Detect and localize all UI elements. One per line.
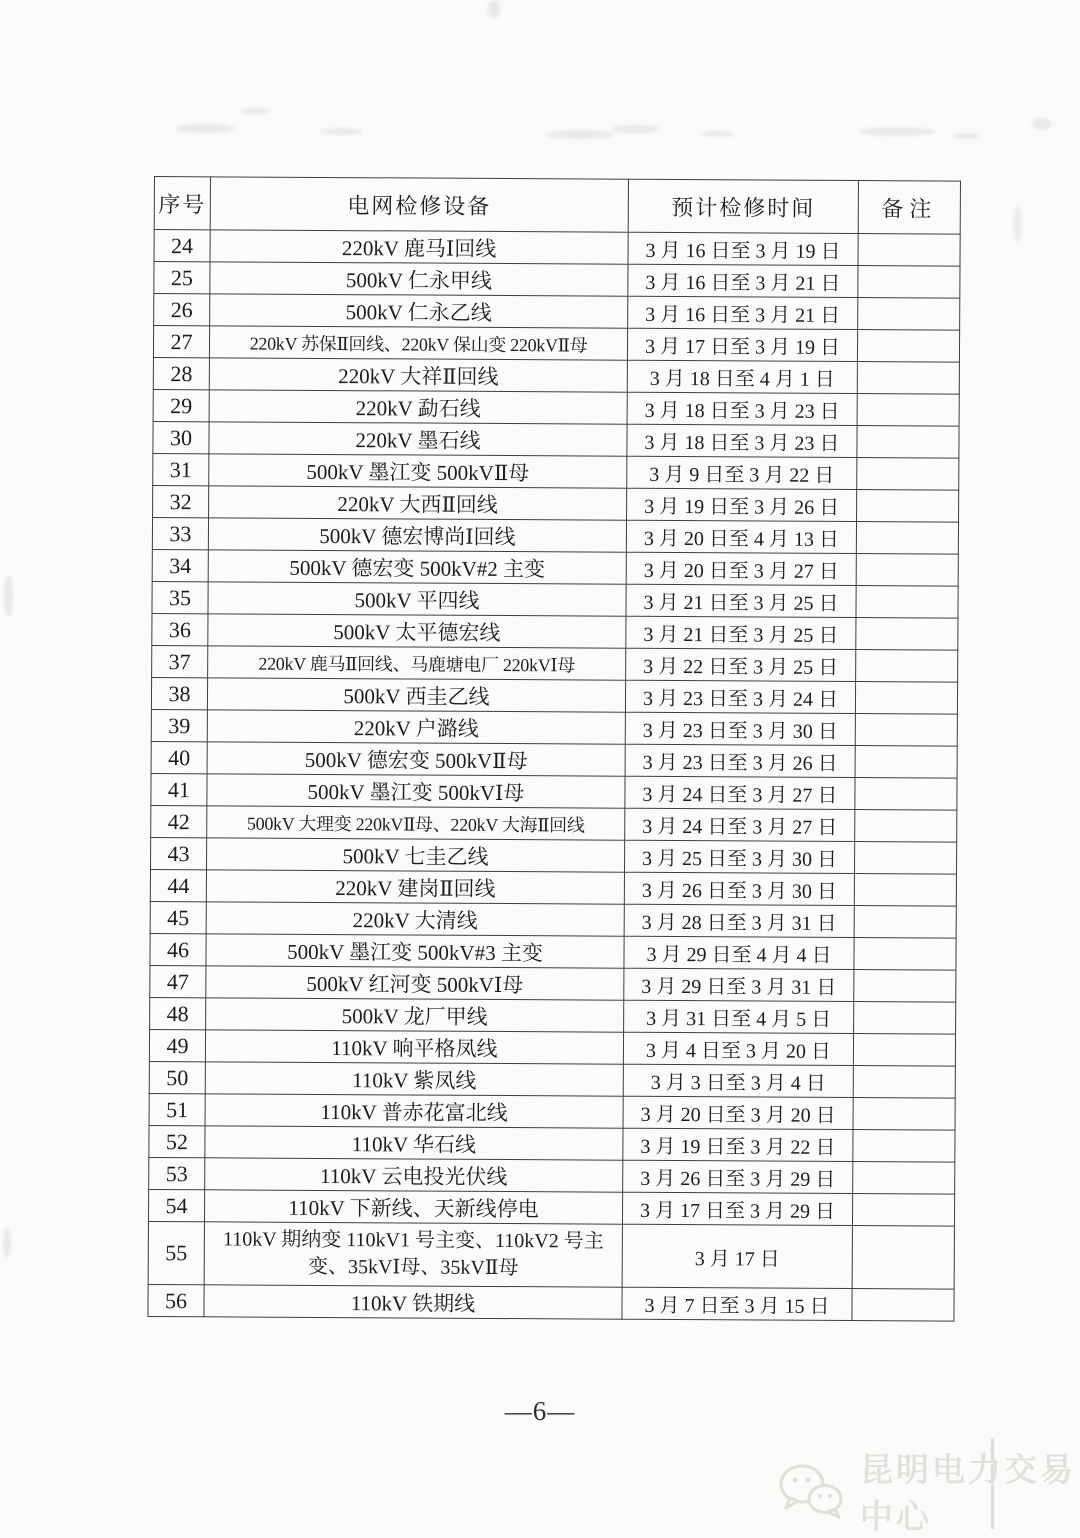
time-cell: 3 月 20 日至 3 月 20 日	[623, 1096, 853, 1129]
serial-cell: 47	[150, 965, 206, 997]
scan-noise	[175, 124, 235, 133]
equipment-cell: 110kV 普赤花富北线	[205, 1094, 623, 1128]
time-cell: 3 月 25 日至 3 月 30 日	[624, 840, 854, 873]
equipment-cell: 500kV 德宏博尚Ⅰ回线	[208, 518, 626, 552]
equipment-cell: 220kV 勐石线	[209, 390, 627, 424]
time-cell: 3 月 28 日至 3 月 31 日	[624, 904, 854, 937]
scan-noise	[858, 127, 936, 136]
serial-cell: 45	[150, 901, 206, 933]
remarks-cell	[854, 874, 956, 907]
serial-cell: 55	[148, 1221, 204, 1284]
scan-noise	[488, 0, 500, 18]
serial-cell: 44	[150, 869, 206, 901]
scan-noise	[952, 133, 980, 139]
remarks-cell	[856, 522, 958, 555]
remarks-cell	[857, 426, 959, 459]
table-row	[154, 294, 960, 331]
table-row	[151, 741, 957, 778]
maintenance-table	[147, 176, 960, 1322]
time-cell: 3 月 19 日至 3 月 22 日	[623, 1128, 853, 1161]
remarks-cell	[853, 1162, 955, 1195]
equipment-cell: 500kV 平四线	[208, 582, 626, 616]
remarks-cell	[853, 1098, 955, 1131]
remarks-cell	[853, 1066, 955, 1099]
serial-cell: 53	[149, 1157, 205, 1189]
equipment-cell: 500kV 德宏变 500kVⅡ母	[207, 742, 625, 776]
table-row	[151, 677, 957, 714]
time-cell: 3 月 29 日至 4 月 4 日	[624, 936, 854, 969]
remarks-cell	[852, 1226, 954, 1290]
table-row	[153, 421, 959, 458]
serial-cell: 40	[151, 741, 207, 773]
time-cell: 3 月 24 日至 3 月 27 日	[625, 776, 855, 809]
time-cell: 3 月 18 日至 3 月 23 日	[627, 392, 857, 425]
time-cell: 3 月 20 日至 3 月 27 日	[626, 552, 856, 585]
equipment-cell: 220kV 户潞线	[207, 710, 625, 744]
remarks-cell	[857, 330, 959, 363]
header-estimated-time: 预计检修时间	[628, 179, 858, 233]
remarks-cell	[855, 746, 957, 779]
time-cell: 3 月 24 日至 3 月 27 日	[625, 808, 855, 841]
table-row	[150, 997, 956, 1034]
table-row	[148, 1189, 954, 1226]
table-row	[151, 837, 957, 874]
time-cell: 3 月 29 日至 3 月 31 日	[624, 968, 854, 1001]
equipment-cell: 500kV 墨江变 500kVⅡ母	[209, 454, 627, 488]
table-row	[152, 613, 958, 650]
serial-cell: 30	[153, 421, 209, 453]
equipment-cell: 110kV 响平格凤线	[205, 1030, 623, 1064]
serial-cell: 33	[152, 517, 208, 549]
equipment-cell: 220kV 大西Ⅱ回线	[209, 486, 627, 520]
remarks-cell	[852, 1194, 954, 1227]
remarks-cell	[857, 362, 959, 395]
scan-noise	[3, 1228, 11, 1258]
time-cell: 3 月 18 日至 3 月 23 日	[627, 424, 857, 457]
remarks-cell	[856, 586, 958, 619]
equipment-cell: 110kV 云电投光伏线	[205, 1158, 623, 1192]
table-row	[150, 965, 956, 1002]
serial-cell: 29	[153, 389, 209, 421]
remarks-cell	[856, 618, 958, 651]
table-row	[153, 453, 959, 490]
equipment-cell: 500kV 墨江变 500kVⅠ母	[207, 774, 625, 808]
maintenance-table-body	[148, 230, 960, 1322]
table-row	[152, 581, 958, 618]
serial-cell: 27	[153, 326, 209, 358]
serial-cell: 25	[154, 262, 210, 294]
equipment-cell: 500kV 龙厂甲线	[206, 998, 624, 1032]
time-cell: 3 月 23 日至 3 月 26 日	[625, 744, 855, 777]
time-cell: 3 月 17 日至 3 月 19 日	[627, 328, 857, 361]
table-row	[153, 485, 959, 522]
equipment-cell: 500kV 仁永甲线	[210, 262, 628, 296]
equipment-cell: 500kV 太平德宏线	[208, 614, 626, 648]
serial-cell: 43	[151, 837, 207, 869]
remarks-cell	[857, 490, 959, 523]
equipment-cell: 500kV 大理变 220kVⅡ母、220kV 大海Ⅱ回线	[207, 806, 625, 840]
serial-cell: 52	[149, 1125, 205, 1157]
serial-cell: 46	[150, 933, 206, 965]
table-row	[149, 1157, 955, 1194]
time-cell: 3 月 7 日至 3 月 15 日	[622, 1287, 852, 1320]
remarks-cell	[856, 554, 958, 587]
remarks-cell	[855, 682, 957, 715]
table-row	[150, 901, 956, 938]
table-row	[153, 389, 959, 426]
equipment-cell: 110kV 期纳变 110kV1 号主变、110kV2 号主变、35kVⅠ母、35kVⅡ母	[204, 1222, 622, 1287]
remarks-cell	[855, 778, 957, 811]
table-row	[149, 1061, 955, 1098]
equipment-cell: 220kV 墨石线	[209, 422, 627, 456]
remarks-cell	[855, 810, 957, 843]
remarks-cell	[854, 906, 956, 939]
table-row	[154, 262, 960, 299]
serial-cell: 32	[153, 485, 209, 517]
table-header-row	[154, 177, 960, 235]
time-cell: 3 月 9 日至 3 月 22 日	[627, 456, 857, 489]
time-cell: 3 月 26 日至 3 月 29 日	[623, 1160, 853, 1193]
time-cell: 3 月 17 日	[622, 1224, 852, 1288]
serial-cell: 41	[151, 773, 207, 805]
scan-noise	[545, 130, 615, 139]
time-cell: 3 月 31 日至 4 月 5 日	[624, 1000, 854, 1033]
time-cell: 3 月 21 日至 3 月 25 日	[626, 616, 856, 649]
table-row	[149, 1125, 955, 1162]
scan-noise	[1032, 118, 1052, 130]
table-row	[151, 773, 957, 810]
remarks-cell	[853, 1130, 955, 1163]
equipment-cell: 110kV 下新线、天新线停电	[204, 1190, 622, 1224]
serial-cell: 50	[149, 1061, 205, 1093]
equipment-cell: 220kV 建岗Ⅱ回线	[206, 870, 624, 904]
table-row	[154, 230, 960, 267]
serial-cell: 42	[151, 805, 207, 837]
table-row	[152, 517, 958, 554]
scan-noise	[700, 131, 734, 137]
serial-cell: 34	[152, 549, 208, 581]
scan-noise	[320, 128, 362, 135]
table-row	[153, 357, 959, 394]
wechat-icon	[778, 1462, 848, 1520]
header-remarks: 备注	[858, 181, 960, 235]
table-row	[148, 1221, 954, 1289]
page-number: —6—	[504, 1396, 576, 1426]
equipment-cell: 500kV 墨江变 500kV#3 主变	[206, 934, 624, 968]
remarks-cell	[853, 1034, 955, 1067]
equipment-cell: 500kV 仁永乙线	[210, 294, 628, 328]
equipment-cell: 500kV 七圭乙线	[207, 838, 625, 872]
serial-cell: 31	[153, 453, 209, 485]
equipment-cell: 500kV 红河变 500kVⅠ母	[206, 966, 624, 1000]
time-cell: 3 月 16 日至 3 月 21 日	[628, 264, 858, 297]
scan-noise	[1014, 206, 1022, 242]
scan-noise	[4, 575, 13, 617]
remarks-cell	[855, 714, 957, 747]
time-cell: 3 月 16 日至 3 月 21 日	[628, 296, 858, 329]
serial-cell: 24	[154, 230, 210, 262]
serial-cell: 35	[152, 581, 208, 613]
header-serial-number: 序号	[154, 177, 210, 230]
time-cell: 3 月 4 日至 3 月 20 日	[623, 1032, 853, 1065]
table-row	[150, 933, 956, 970]
table-row	[149, 1029, 955, 1066]
serial-cell: 49	[149, 1029, 205, 1061]
remarks-cell	[854, 970, 956, 1003]
watermark-text: 昆明电力交易中心	[860, 1451, 1076, 1535]
table-row	[148, 1284, 954, 1321]
remarks-cell	[857, 458, 959, 491]
equipment-cell: 110kV 紫凤线	[205, 1062, 623, 1096]
equipment-cell: 220kV 苏保Ⅱ回线、220kV 保山变 220kVⅡ母	[209, 326, 627, 360]
remarks-cell	[857, 394, 959, 427]
time-cell: 3 月 26 日至 3 月 30 日	[624, 872, 854, 905]
equipment-cell: 500kV 西圭乙线	[207, 678, 625, 712]
table-row	[151, 709, 957, 746]
header-equipment: 电网检修设备	[210, 177, 628, 232]
time-cell: 3 月 20 日至 4 月 13 日	[626, 520, 856, 553]
remarks-cell	[854, 938, 956, 971]
time-cell: 3 月 17 日至 3 月 29 日	[622, 1192, 852, 1225]
time-cell: 3 月 3 日至 3 月 4 日	[623, 1064, 853, 1097]
serial-cell: 54	[148, 1189, 204, 1221]
serial-cell: 51	[149, 1093, 205, 1125]
time-cell: 3 月 16 日至 3 月 19 日	[628, 232, 858, 265]
serial-cell: 56	[148, 1284, 204, 1316]
table-row	[150, 869, 956, 906]
table-row	[149, 1093, 955, 1130]
table-row	[153, 326, 959, 363]
serial-cell: 26	[154, 294, 210, 326]
scan-noise	[612, 125, 660, 133]
time-cell: 3 月 23 日至 3 月 24 日	[625, 680, 855, 713]
table-row	[152, 549, 958, 586]
equipment-cell: 220kV 鹿马Ⅱ回线、马鹿塘电厂 220kVⅠ母	[208, 646, 626, 680]
time-cell: 3 月 18 日至 4 月 1 日	[627, 360, 857, 393]
serial-cell: 28	[153, 357, 209, 389]
source-watermark	[778, 1451, 1080, 1535]
remarks-cell	[852, 1289, 954, 1322]
remarks-cell	[854, 842, 956, 875]
remarks-cell	[858, 234, 960, 267]
remarks-cell	[858, 266, 960, 299]
time-cell: 3 月 23 日至 3 月 30 日	[625, 712, 855, 745]
equipment-cell: 500kV 德宏变 500kV#2 主变	[208, 550, 626, 584]
equipment-cell: 110kV 华石线	[205, 1126, 623, 1160]
serial-cell: 37	[152, 645, 208, 677]
time-cell: 3 月 22 日至 3 月 25 日	[626, 648, 856, 681]
serial-cell: 48	[150, 997, 206, 1029]
table-row	[151, 805, 957, 842]
serial-cell: 38	[151, 677, 207, 709]
remarks-cell	[854, 1002, 956, 1035]
scan-noise	[240, 108, 270, 114]
time-cell: 3 月 19 日至 3 月 26 日	[627, 488, 857, 521]
serial-cell: 36	[152, 613, 208, 645]
equipment-cell: 110kV 铁期线	[204, 1285, 622, 1319]
time-cell: 3 月 21 日至 3 月 25 日	[626, 584, 856, 617]
equipment-cell: 220kV 大祥Ⅱ回线	[209, 358, 627, 392]
table-row	[152, 645, 958, 682]
equipment-cell: 220kV 大清线	[206, 902, 624, 936]
remarks-cell	[856, 650, 958, 683]
remarks-cell	[858, 298, 960, 331]
serial-cell: 39	[151, 709, 207, 741]
equipment-cell: 220kV 鹿马Ⅰ回线	[210, 230, 628, 264]
